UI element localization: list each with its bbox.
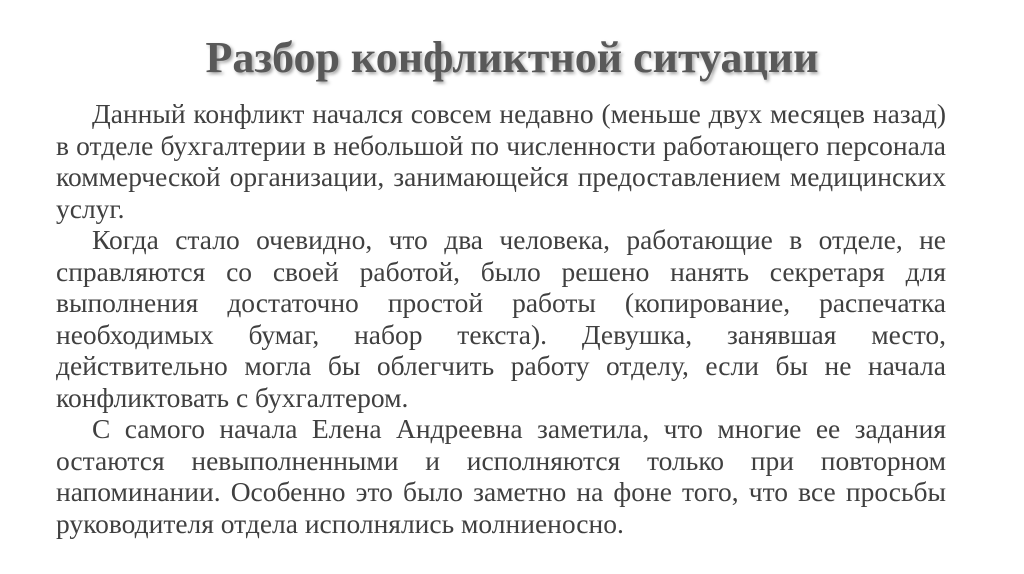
- paragraph-1: Данный конфликт начался совсем недавно (меньше двух месяцев назад) в отделе бухгалтерии в небольшой по численности работающего персонала коммерческой организации, занимающейся предоставлением медицинских услуг.: [56, 98, 946, 224]
- slide-title: Разбор конфликтной ситуации: [205, 33, 819, 82]
- slide-body: [56, 98, 946, 539]
- paragraph-2: Когда стало очевидно, что два человека, работающие в отделе, не справляются со своей работой, было решено нанять секретаря для выполнения достаточно простой работы (копирование, распечатка необходимых бумаг, набор текста). Девушка, занявшая место, действительно могла бы облегчить работу отделу, если бы не начала конфликтовать с бухгалтером.: [56, 224, 946, 413]
- paragraph-3: С самого начала Елена Андреевна заметила, что многие ее задания остаются невыполненными и исполняются только при повторном напоминании. Особенно это было заметно на фоне того, что все просьбы руководителя отдела исполнялись молниеносно.: [56, 413, 946, 539]
